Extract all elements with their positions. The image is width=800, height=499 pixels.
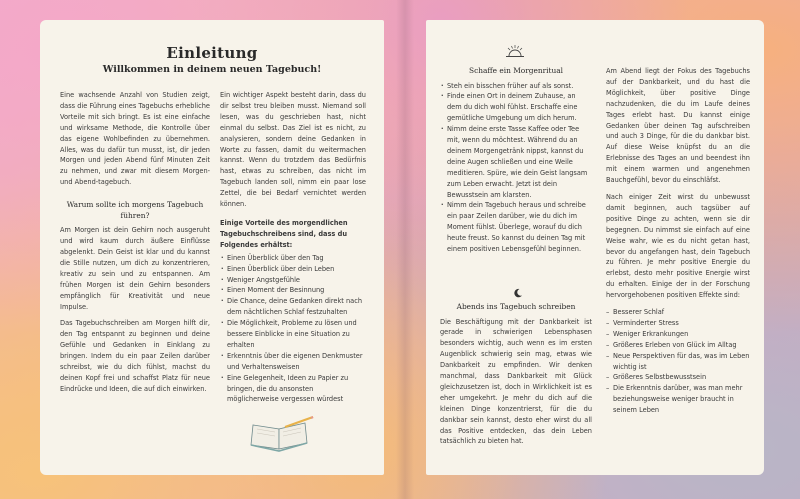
- effects-list: [606, 307, 750, 416]
- list-item: · Finde einen Ort in deinem Zuhause, an dem du dich wohl fühlst. Erschaffe eine gemütliche Umgebung um dich herum.: [440, 91, 592, 124]
- list-item: · Nimm dein Tagebuch heraus und schreibe ein paar Zeilen darüber, wie du dich im Moment fühlst. Überlege, worauf du dich heute freust. So kannst du deinen Tag mit einem positiven Lebensgefühl beginnen.: [440, 200, 592, 255]
- list-item: · Weniger Angstgefühle: [220, 275, 366, 286]
- list-item: · Nimm deine erste Tasse Kaffee oder Tee mit, wenn du möchtest. Während du an deinem Morgengetränk nippst, kannst du deine Augen schließen und eine Weile meditieren. Spüre, wie dein Geist langsam zum Leben erwacht. Jetzt ist dein Bewusstsein am klarsten.: [440, 124, 592, 200]
- list-item: · Erkenntnis über die eigenen Denkmuster und Verhaltensweisen: [220, 351, 366, 373]
- benefits-intro: Einige Vorteile des morgendlichen Tagebuchschreibens sind, dass du Folgendes erhältst:: [220, 218, 348, 249]
- sunrise-icon: [504, 44, 526, 58]
- open-book-pencil-icon: [245, 415, 315, 455]
- list-item: – Größeres Erleben von Glück im Alltag: [606, 340, 750, 351]
- list-item: – Neue Perspektiven für das, was im Leben wichtig ist: [606, 351, 750, 373]
- list-item: – Die Erkenntnis darüber, was man mehr beziehungsweise weniger braucht in seinem Leben: [606, 383, 750, 416]
- left-column-1: [60, 90, 210, 401]
- left-column-2: [220, 90, 366, 405]
- book-spine: [396, 0, 414, 499]
- left-page: [40, 20, 384, 475]
- list-item: · Einen Überblick über dein Leben: [220, 264, 366, 275]
- list-item: – Besserer Schlaf: [606, 307, 750, 318]
- moon-icon: [513, 288, 523, 298]
- list-item: · Einen Moment der Besinnung: [220, 285, 366, 296]
- page-title: Einleitung: [166, 44, 258, 62]
- list-item: · Eine Gelegenheit, Ideen zu Papier zu bringen, die du ansonsten möglicherweise vergessen würdest: [220, 373, 366, 406]
- right-page: [426, 20, 764, 475]
- list-item: – Größeres Selbstbewusstsein: [606, 372, 750, 383]
- gratitude-paragraph-2: Nach einiger Zeit wirst du unbewusst damit beginnen, auch tagsüber auf positive Dinge zu achten, wenn sie dir begegnen. Du nimmst sie einfach auf eine Weise wahr, wie es du nicht getan hast, bevor du angefangen hast, dein Tagebuch zu führen. Je mehr positive Energie du erlebst, desto mehr positive Energie wirst du erhalten. Einige der in der Forschung hervorgehobenen positiven Effekte sind:: [606, 192, 750, 300]
- right-column-2: [606, 66, 750, 416]
- list-item: – Weniger Erkrankungen: [606, 329, 750, 340]
- list-item: · Die Chance, deine Gedanken direkt nach dem nächtlichen Schlaf festzuhalten: [220, 296, 366, 318]
- section-heading-ritual: Schaffe ein Morgenritual: [469, 66, 563, 75]
- intro-paragraph: Eine wachsende Anzahl von Studien zeigt, dass die Führung eines Tagebuchs erhebliche Vorteile mit sich bringt. Es ist eine einfache und wirksame Methode, die Kontrolle über das eigene Wohlbefinden zu übernehmen. Alles, was du dafür tun musst, ist, dir jeden Morgen und jeden Abend fünf Minuten Zeit zu nehmen, und zwar mit diesem Morgen- und Abend-tagebuch.: [60, 91, 210, 187]
- morning-paragraph-1: Am Morgen ist dein Gehirn noch ausgeruht und wird kaum durch äußere Einflüsse abgelenkt. Dein Geist ist klar und du kannst die Stille nutzen, um dich zu konzentrieren, kreativ zu sein und zu entspannen. Am frühen Morgen ist dein Gehirn besonders empfänglich für Kreativität und neue Impulse.: [60, 226, 210, 311]
- list-item: · Einen Überblick über den Tag: [220, 253, 366, 264]
- aspect-paragraph: Ein wichtiger Aspekt besteht darin, dass du dir selbst treu bleiben musst. Niemand soll lesen, was du geschrieben hast, nicht einmal du selbst. Das Ziel ist es nicht, zu analysieren, sondern deine Gedanken in Worte zu fassen, damit du weitermachen kannst. Wenn du trotzdem das Bedürfnis hast, etwas zu schreiben, das nicht im Tagebuch landen soll, nimm ein paar lose Zettel, die bei Bedarf vernichtet werden können.: [220, 91, 366, 209]
- morning-paragraph-2: Das Tagebuchschreiben am Morgen hilft dir, den Tag entspannt zu beginnen und deine Gefühle und Gedanken in Einklang zu bringen. Indem du ein paar Zeilen darüber schreibst, wie du dich fühlst, machst du deinen Kopf frei und schaffst Platz für neue Eindrücke und Ideen, die auf dich einwirken.: [60, 319, 210, 393]
- section-heading-evening: Abends ins Tagebuch schreiben: [456, 302, 576, 311]
- list-item: · Steh ein bisschen früher auf als sonst.: [440, 81, 592, 92]
- section-heading-morning: Warum sollte ich morgens Tagebuch führen?: [66, 200, 204, 220]
- benefits-list: [220, 253, 366, 406]
- right-column-1: [440, 66, 592, 255]
- evening-paragraph: Die Beschäftigung mit der Dankbarkeit ist gerade in schwierigen Lebensphasen besonders wichtig, auch wenn es im ersten Augenblick schwierig sein mag, etwas wie Dankbarkeit zu empfinden. Wir denken manchmal, dass Dankbarkeit mit Glück gleichzusetzen ist, doch in Wirklichkeit ist es eher umgekehrt. Je mehr du dich auf die kleinen Dinge konzentrierst, für die du dankbar sein kannst, desto eher wirst du all das Positive entdecken, das dein Leben tatsächlich zu bieten hat.: [440, 317, 592, 446]
- list-item: · Die Möglichkeit, Probleme zu lösen und bessere Einblicke in eine Situation zu erhalten: [220, 318, 366, 351]
- right-column-1-evening: [440, 302, 592, 453]
- page-subtitle: Willkommen in deinem neuen Tagebuch!: [102, 64, 322, 75]
- ritual-list: [440, 81, 592, 256]
- list-item: – Verminderter Stress: [606, 318, 750, 329]
- gratitude-paragraph-1: Am Abend liegt der Fokus des Tagebuchs auf der Dankbarkeit, und du hast die Möglichkeit, über positive Dinge nachzudenken, die du im Laufe deines Tages erlebt hast. Du kannst einige Gedanken über deinen Tag aufschreiben und auch 3 Dinge, für die du dankbar bist. Auf diese Weise knüpfst du an die Erlebnisse des Tages an und beendest ihn mit einem warmen und angenehmen Bauchgefühl, bevor du einschläfst.: [606, 67, 750, 185]
